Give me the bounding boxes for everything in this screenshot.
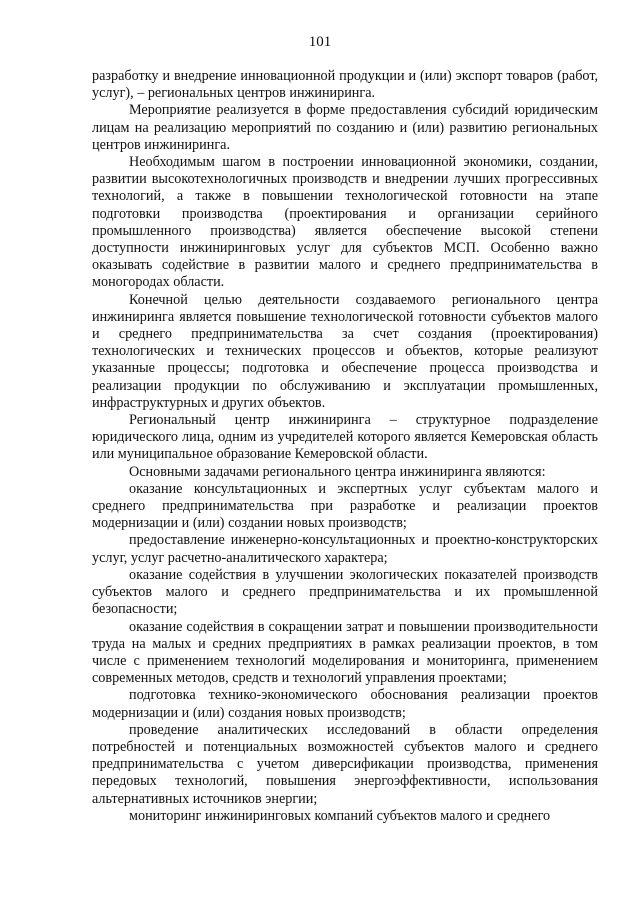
- paragraph: разработку и внедрение инновационной продукции и (или) экспорт товаров (работ, услуг), – региональных центров инжиниринга.: [92, 68, 598, 102]
- list-item: оказание содействия в улучшении экологических показателей производств субъектов малого и среднего предпринимательства и их промышленной безопасности;: [92, 566, 598, 618]
- paragraph: Основными задачами регионального центра инжиниринга являются:: [129, 463, 546, 480]
- paragraph: Региональный центр инжиниринга – структурное подразделение юридического лица, одним из учредителей которого является Кемеровская область или муниципальное образование Кемеровской области.: [92, 412, 598, 463]
- paragraph: Необходимым шагом в построении инновационной экономики, создании, развитии высокотехнологичных производств и внедрении лучших прогрессивных технологий, а также в повышении технологической готовности на этапе подготовки производства (проектирования и организации серийного промышленного производства) является обеспечение высокой степени доступности инжиниринговых услуг для субъектов МСП. Особенно важно оказывать содействие в развитии малого и среднего предпринимательства в моногородах области.: [92, 154, 598, 291]
- paragraph: Конечной целью деятельности создаваемого регионального центра инжиниринга является повышение технологической готовности субъектов малого и среднего предпринимательства за счет создания (проектирования) технологических и технических процессов и объектов, которые реализуют указанные процессы; подготовка и обеспечение процесса производства и реализации продукции по обслуживанию и эксплуатации промышленных, инфраструктурных и других объектов.: [92, 291, 598, 411]
- list-item: проведение аналитических исследований в области определения потребностей и потенциальных возможностей субъектов малого и среднего предпринимательства с учетом диверсификации производства, применения передовых технологий, повышения энергоэффективности, использования альтернативных источников энергии;: [92, 721, 598, 807]
- list-item: оказание консультационных и экспертных услуг субъектам малого и среднего предпринимательства при разработке и реализации проектов модернизации и (или) создании новых производств;: [92, 480, 598, 532]
- list-item: предоставление инженерно-консультационных и проектно-конструкторских услуг, услуг расчетно-аналитического характера;: [92, 532, 598, 566]
- body-text: [92, 68, 598, 825]
- page-number: 101: [308, 34, 332, 50]
- list-item: подготовка технико-экономического обоснования реализации проектов модернизации и (или) создания новых производств;: [92, 687, 598, 721]
- list-item: мониторинг инжиниринговых компаний субъектов малого и среднего: [129, 807, 551, 824]
- list-item: оказание содействия в сокращении затрат и повышении производительности труда на малых и средних предприятиях в рамках реализации проектов, в том числе с применением технологий моделирования и мониторинга, применением современных методов, средств и технологий управления проектами;: [92, 618, 598, 687]
- paragraph: Мероприятие реализуется в форме предоставления субсидий юридическим лицам на реализацию мероприятий по созданию и (или) развитию региональных центров инжиниринга.: [92, 102, 598, 153]
